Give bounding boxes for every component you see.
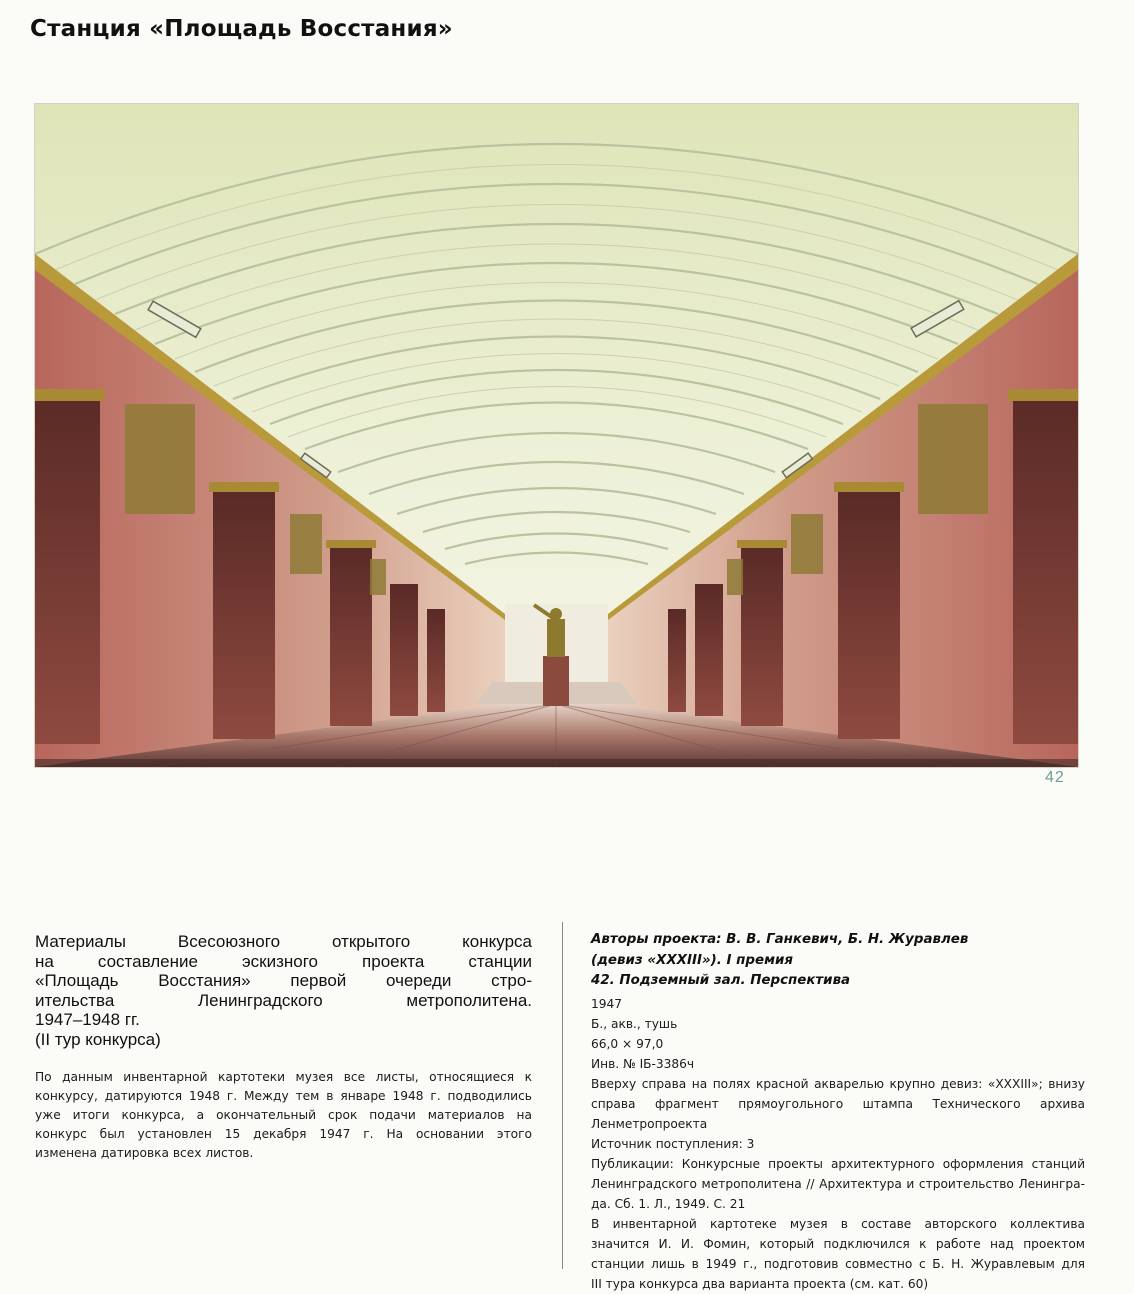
entry-note-line: станции лишь в 1949 г., подготовив совместно с Б. Н. Журавлевым для (591, 1256, 1085, 1271)
heading-line: на составление эскизного проекта станции (35, 951, 532, 971)
body-line: уже итоги конкурса, а окончательный срок подачи материалов на (35, 1108, 532, 1122)
section-heading (35, 932, 532, 1049)
station-illustration (35, 104, 1078, 767)
entry-title: 42. Подземный зал. Перспектива (591, 973, 851, 988)
authors-line: Авторы проекта: В. В. Ганкевич, Б. Н. Журавлев (591, 932, 969, 947)
plate-number: 42 (1045, 769, 1065, 786)
heading-line: Материалы Всесоюзного открытого конкурса (35, 932, 532, 951)
body-line: конкурсу, датируются 1948 г. Между тем в январе 1948 г. подводились (35, 1089, 532, 1103)
heading-line: «Площадь Восстания» первой очереди стро- (35, 971, 532, 990)
body-line: изменена датировка всех листов. (35, 1146, 254, 1160)
body-line: конкурс был установлен 15 декабря 1947 г. На основании этого (35, 1127, 532, 1141)
entry-inscription-line: справа фрагмент прямоугольного штампа Технического архива Ленметропроекта (591, 1096, 1085, 1131)
authors-line: (девиз «XXXIII»). I премия (591, 952, 793, 968)
entry-authors (591, 930, 1085, 992)
entry-publications-line: Публикации: Конкурсные проекты архитектурного оформления станций (591, 1156, 1085, 1171)
entry-note-line: значится И. И. Фомин, который подключился к работе над проектом (591, 1236, 1085, 1251)
entry-details (591, 994, 1085, 1294)
page-title: Станция «Площадь Восстания» (30, 16, 453, 42)
entry-note-line: В инвентарной картотеке музея в составе авторского коллектива (591, 1216, 1085, 1231)
column-divider (562, 922, 563, 1269)
catalog-entry (591, 930, 1085, 1294)
entry-publications-line: Ленинградского метрополитена // Архитектура и строительство Ленингра- (591, 1176, 1085, 1191)
intro-paragraph (35, 1068, 532, 1163)
entry-inventory: Инв. № IБ-3386ч (591, 1056, 695, 1071)
entry-source: Источник поступления: 3 (591, 1136, 755, 1151)
entry-dimensions: 66,0 × 97,0 (591, 1036, 664, 1051)
heading-line: ительства Ленинградского метрополитена. (35, 990, 532, 1010)
heading-line: (II тур конкурса) (35, 1029, 161, 1049)
entry-note-line: III тура конкурса два варианта проекта (см. кат. 60) (591, 1276, 929, 1291)
entry-inscription-line: Вверху справа на полях красной акварелью крупно девиз: «XXXIII»; внизу (591, 1076, 1085, 1091)
entry-year: 1947 (591, 996, 623, 1011)
heading-line: 1947–1948 гг. (35, 1010, 140, 1029)
entry-publications-line: да. Сб. 1. Л., 1949. С. 21 (591, 1196, 746, 1211)
entry-technique: Б., акв., тушь (591, 1016, 678, 1031)
catalog-intro (35, 932, 532, 1163)
body-line: По данным инвентарной картотеки музея все листы, относящиеся к (35, 1070, 532, 1084)
